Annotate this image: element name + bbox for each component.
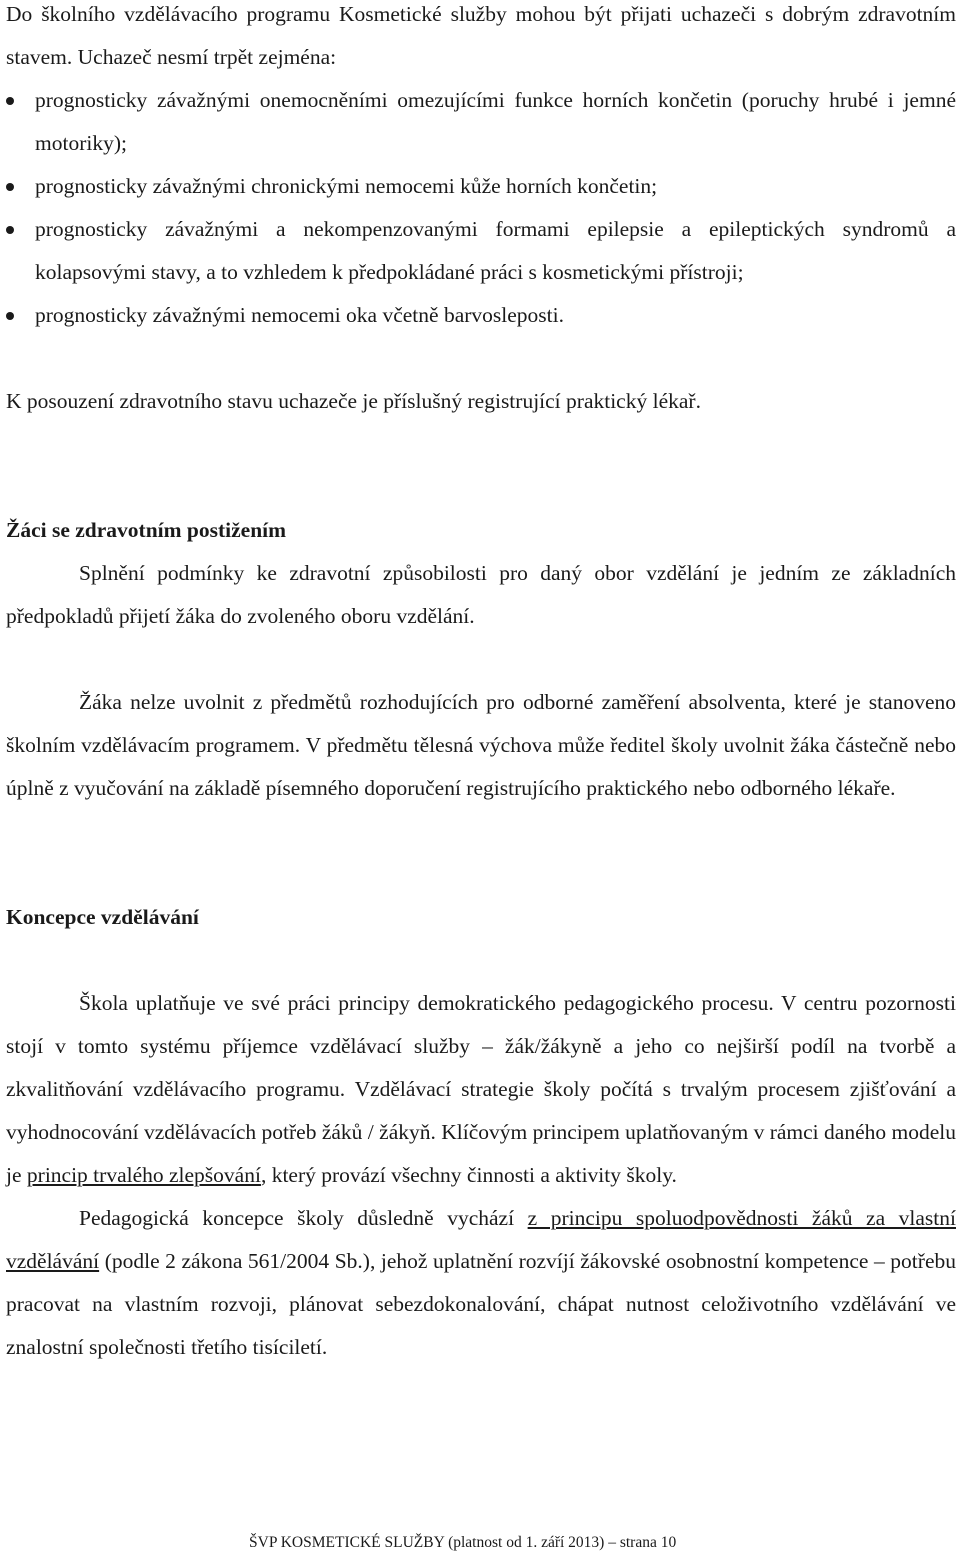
spacer xyxy=(6,423,956,509)
underlined-phrase: princip trvalého zlepšování xyxy=(26,1163,261,1187)
spacer xyxy=(6,638,956,681)
concept-text: (podle 2 zákona 561/2004 Sb.), jehož uplatnění rozvíjí žákovské osobnostní kompetence – potřebu pracovat na vlastním rozvoji, plánovat sebezdokonalování, chápat nutnost celoživotního vzdělávání ve znalostní společnosti třetího tisíciletí. xyxy=(6,1249,956,1359)
spacer xyxy=(6,337,956,380)
spacer xyxy=(6,939,956,982)
document-page xyxy=(6,0,956,1369)
bullet-icon xyxy=(6,183,14,191)
bullet-icon xyxy=(6,97,14,105)
disability-paragraph-1: Splnění podmínky ke zdravotní způsobilosti pro daný obor vzdělání je jedním ze základních předpokladů přijetí žáka do zvoleného oboru vzdělání. xyxy=(6,561,956,628)
health-restrictions-list xyxy=(6,79,956,337)
assessment-paragraph: K posouzení zdravotního stavu uchazeče je příslušný registrující praktický lékař. xyxy=(6,389,701,413)
concept-paragraph-2 xyxy=(6,1197,956,1369)
list-item-text: prognosticky závažnými chronickými nemocemi kůže horních končetin; xyxy=(35,174,658,198)
bullet-icon xyxy=(6,226,14,234)
concept-text: Škola uplatňuje ve své práci principy demokratického pedagogického procesu. V centru pozornosti stojí v tomto systému příjemce vzdělávací služby – žák/žákyně a jeho co nejširší podíl na tvorbě a zkvalitňování vzdělávacího programu. Vzdělávací strategie školy počítá s trvalým procesem zjišťování a vyhodnocování vzdělávacích potřeb žáků / žákyň. Klíčovým principem uplatňovaným v rámci daného modelu je xyxy=(6,991,956,1187)
list-item-text: prognosticky závažnými onemocněními omezujícími funkce horních končetin (poruchy hrubé i jemné motoriky); xyxy=(35,88,956,155)
concept-text: , který provází všechny činnosti a aktivity školy. xyxy=(260,1163,677,1187)
section-heading-disability: Žáci se zdravotním postižením xyxy=(6,518,287,542)
underlined-phrase: z principu spoluodpovědnosti žáků za vlastní vzdělávání xyxy=(6,1206,956,1273)
list-item xyxy=(6,208,956,294)
spacer xyxy=(6,810,956,896)
list-item xyxy=(6,294,956,337)
list-item xyxy=(6,165,956,208)
list-item-text: prognosticky závažnými a nekompenzovanými formami epilepsie a epileptických syndromů a kolapsovými stavy, a to vzhledem k předpokládané práci s kosmetickými přístroji; xyxy=(35,217,956,284)
list-item-text: prognosticky závažnými nemocemi oka včetně barvosleposti. xyxy=(35,303,564,327)
page-footer: ŠVP KOSMETICKÉ SLUŽBY (platnost od 1. září 2013) – strana 10 xyxy=(249,1534,677,1551)
section-heading-concept: Koncepce vzdělávání xyxy=(6,905,199,929)
concept-paragraph-1 xyxy=(6,982,956,1197)
intro-paragraph: Do školního vzdělávacího programu Kosmetické služby mohou být přijati uchazeči s dobrým zdravotním stavem. Uchazeč nesmí trpět zejména: xyxy=(6,2,956,69)
disability-paragraph-2: Žáka nelze uvolnit z předmětů rozhodujících pro odborné zaměření absolventa, které je stanoveno školním vzdělávacím programem. V předmětu tělesná výchova může ředitel školy uvolnit žáka částečně nebo úplně z vyučování na základě písemného doporučení registrujícího praktického nebo odborného lékaře. xyxy=(6,690,956,800)
bullet-icon xyxy=(6,312,14,320)
list-item xyxy=(6,79,956,165)
concept-text: Pedagogická koncepce školy důsledně vychází xyxy=(79,1206,528,1230)
